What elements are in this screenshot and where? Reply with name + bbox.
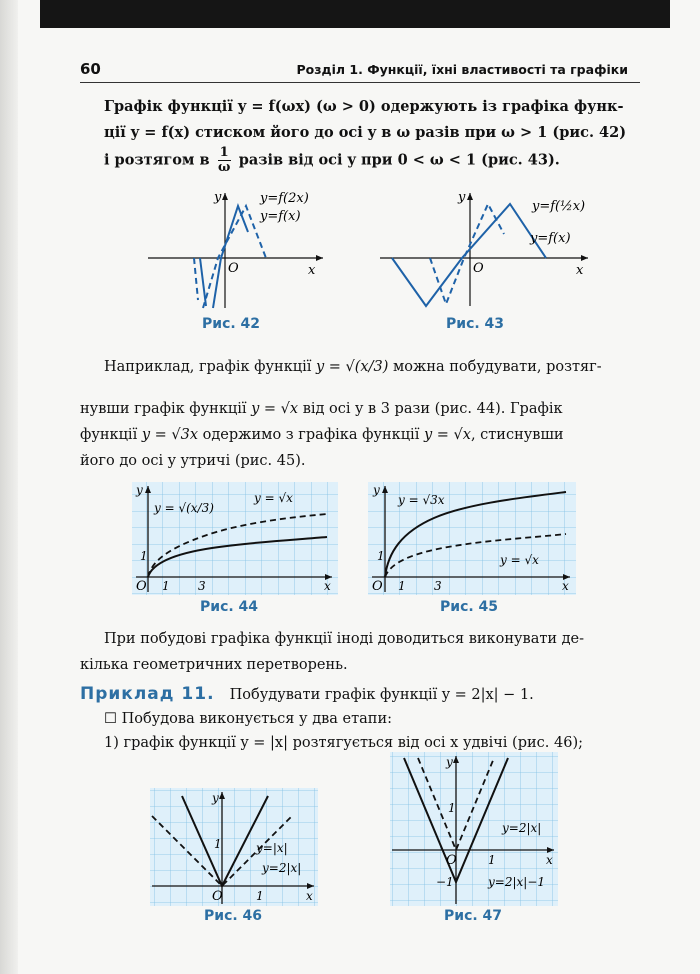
example-step-1: 1) графік функції y = |x| розтягується від осі x удвічі (рис. 46); <box>104 735 583 751</box>
tick-1-x: 1 <box>488 853 496 867</box>
caption-fig43: Рис. 43 <box>446 316 505 332</box>
axis-x-label: x <box>324 579 331 593</box>
caption-fig46: Рис. 46 <box>204 908 263 924</box>
page-header <box>80 58 640 83</box>
page-edge <box>0 0 18 974</box>
origin-label: O <box>372 579 383 594</box>
tick-1-y: 1 <box>214 837 222 851</box>
formula-sqrt-x-over-3: y = √(x/3) <box>315 359 389 375</box>
para1-a: Наприклад, графік функції <box>104 359 312 375</box>
para2-line-2: кілька геометричних перетворень. <box>80 657 348 673</box>
origin-label: O <box>212 889 223 904</box>
axis-y-label: y <box>214 190 222 205</box>
axis-x-label: x <box>308 263 316 278</box>
figure-44 <box>132 482 338 595</box>
para1-line-1 <box>104 354 644 380</box>
para1-line-3 <box>80 422 650 448</box>
caption-fig44: Рис. 44 <box>200 599 259 615</box>
tick-1-y: 1 <box>448 801 456 815</box>
tick-3-x: 3 <box>434 579 442 593</box>
caption-fig47: Рис. 47 <box>444 908 503 924</box>
graph-fx <box>430 204 504 304</box>
label-fx: y=f(x) <box>530 231 571 246</box>
formula-sqrt-x: y = √x <box>251 401 299 417</box>
tick-1-y: 1 <box>140 549 148 563</box>
grid <box>150 788 318 906</box>
caption-fig42: Рис. 42 <box>202 316 261 332</box>
axis-y-label: y <box>458 190 466 205</box>
intro-line-3 <box>104 146 644 175</box>
label-sqrt-x-over-3: y = √(x/3) <box>154 501 214 515</box>
page-number: 60 <box>80 60 101 78</box>
formula-sqrt-x-2: y = √x <box>423 427 471 443</box>
figure-47 <box>390 752 558 906</box>
para1-c: нувши графік функції <box>80 401 247 417</box>
label-2abs-x-minus-1: y=2|x|−1 <box>488 875 546 889</box>
figure-42 <box>148 188 328 313</box>
fraction-numerator: 1 <box>219 145 229 160</box>
tick-1-y: 1 <box>377 549 385 563</box>
intro-line-3b: разів від осі y при 0 < ω < 1 (рис. 43). <box>238 151 560 169</box>
figure-43 <box>380 188 610 313</box>
axis-x-label: x <box>546 853 553 867</box>
label-2abs-x: y=2|x| <box>262 861 302 875</box>
graph-fx-left <box>194 258 198 300</box>
graph-f2x-left <box>200 258 206 306</box>
example-text: Побудувати графік функції y = 2|x| − 1. <box>229 687 534 703</box>
tick-1-x: 1 <box>398 579 406 593</box>
tick-1-x: 1 <box>256 889 264 903</box>
example-heading <box>80 682 650 708</box>
tick-3-x: 3 <box>198 579 206 593</box>
top-bar <box>40 0 670 28</box>
label-2abs-x: y=2|x| <box>502 821 542 835</box>
label-fx: y=f(x) <box>260 209 301 224</box>
intro-line-1: Графік функції y = f(ωx) (ω > 0) одержують із графіка функ- <box>104 98 624 115</box>
axis-x-label: x <box>562 579 569 593</box>
origin-label: O <box>136 579 147 594</box>
x-arrow-icon <box>316 255 323 261</box>
para1-e: функції <box>80 427 138 443</box>
axis-y-label: y <box>446 755 453 769</box>
origin-label: O <box>446 853 457 868</box>
para1-line-4: його до осі y утричі (рис. 45). <box>80 453 306 469</box>
figure-46 <box>150 788 318 906</box>
tick-minus-1: −1 <box>436 875 454 889</box>
x-arrow-icon <box>581 255 588 261</box>
figure-45 <box>368 482 576 595</box>
origin-label: O <box>228 261 239 276</box>
axis-y-label: y <box>373 483 380 497</box>
y-arrow-icon <box>467 193 473 200</box>
caption-fig45: Рис. 45 <box>440 599 499 615</box>
fraction-1-omega <box>218 146 231 175</box>
intro-line-3a: і розтягом в <box>104 151 210 169</box>
axis-x-label: x <box>306 889 313 903</box>
para1-b: можна побудувати, розтяг- <box>392 359 602 375</box>
label-sqrt-x: y = √x <box>254 491 293 505</box>
label-f2x: y=f(2x) <box>260 191 309 206</box>
para1-g: , стиснувши <box>470 427 564 443</box>
example-step-0: ☐ Побудова виконується у два етапи: <box>104 711 392 727</box>
para2-line-1: При побудові графіка функції іноді доводиться виконувати де- <box>104 631 585 647</box>
axis-y-label: y <box>136 483 143 497</box>
para1-line-2 <box>80 396 650 422</box>
para1-f: одержимо з графіка функції <box>202 427 420 443</box>
intro-line-2: ції y = f(x) стиском його до осі y в ω разів при ω > 1 (рис. 42) <box>104 124 627 141</box>
fraction-denominator: ω <box>217 160 231 175</box>
y-arrow-icon <box>222 193 228 200</box>
graph-f-half-x <box>392 204 546 306</box>
example-label: Приклад 11. <box>80 684 215 704</box>
tick-1-x: 1 <box>162 579 170 593</box>
graph-fx <box>203 206 266 308</box>
origin-label: O <box>473 261 484 276</box>
label-abs-x: y=|x| <box>256 841 288 855</box>
axis-y-label: y <box>212 791 219 805</box>
label-sqrt-x: y = √x <box>500 553 539 567</box>
axis-x-label: x <box>576 263 584 278</box>
formula-sqrt-3x: y = √3x <box>141 427 199 443</box>
label-sqrt-3x: y = √3x <box>398 493 445 507</box>
section-title: Розділ 1. Функції, їхні властивості та графіки <box>296 62 628 77</box>
label-f-half-x: y=f(½x) <box>532 199 586 214</box>
para1-d: від осі y в 3 рази (рис. 44). Графік <box>302 401 563 417</box>
